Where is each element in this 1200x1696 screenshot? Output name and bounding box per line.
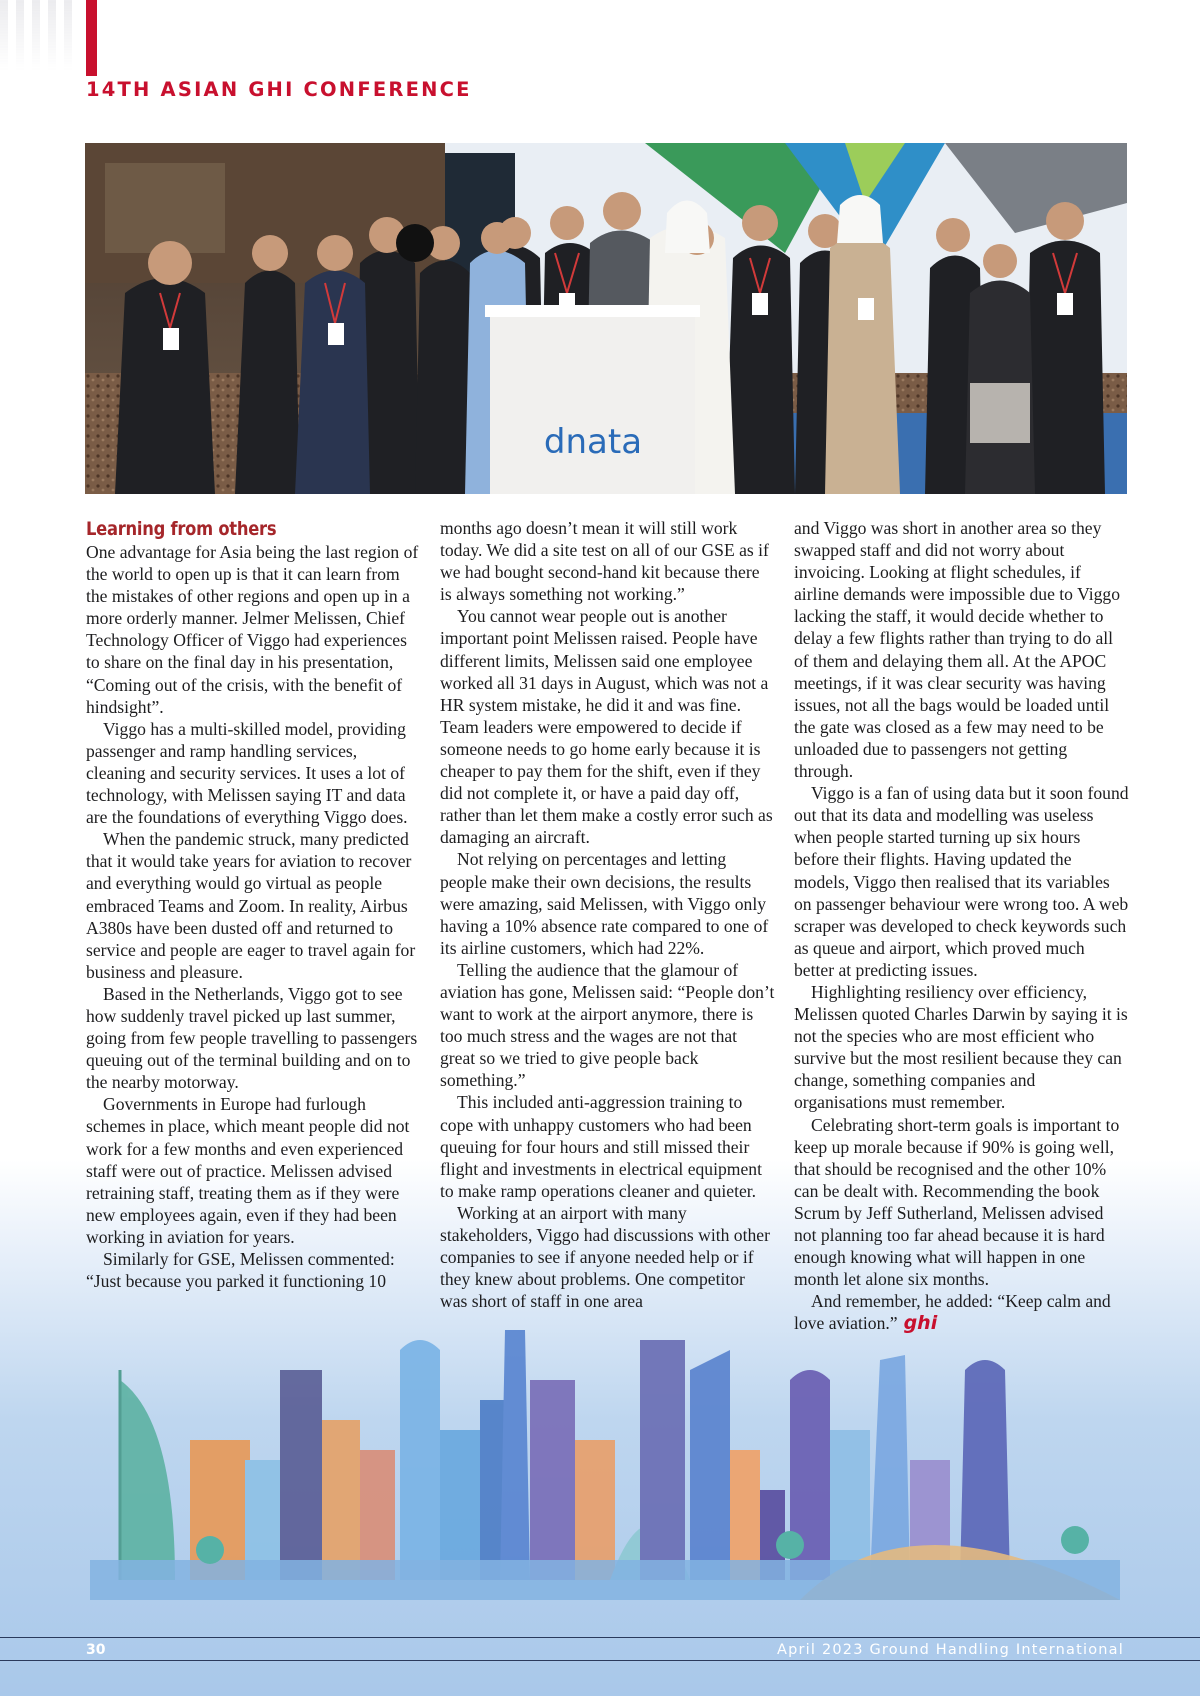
footer-rule-bottom bbox=[0, 1660, 1200, 1661]
paragraph: This included anti-aggression training to cope with unhappy customers who had been queuing for four hours and still missed their flight and investments in electrical equipment to make ramp operations cleaner and quieter. bbox=[440, 1092, 762, 1201]
paragraph: Working at an airport with many stakeholders, Viggo had discussions with other companies to see if anyone needed help or if they knew about problems. One competitor was short of staff in one area bbox=[440, 1202, 770, 1312]
city-skyline-illustration bbox=[0, 1310, 1200, 1610]
article-subheading: Learning from others bbox=[86, 518, 277, 540]
page-number: 30 bbox=[86, 1642, 106, 1658]
paragraph: and Viggo was short in another area so they swapped staff and did not worry about invoicing. Looking at flight schedules, if airline demands were impossible due to Viggo lacking the staff, it would decide whether to delay a few flights rather than trying to do all of them and delaying them all. At the APOC meetings, if it was clear security was having issues, not all the bags would be loaded until the gate was closed as a few may need to be unloaded due to passengers not getting through. bbox=[794, 518, 1120, 782]
paragraph: You cannot wear people out is another important point Melissen raised. People have different limits, Melissen said one employee worked all 31 days in August, which was not a HR system mistake, he did it and was fine. Team leaders were empowered to decide if someone needs to go home early because it is cheaper to pay them for the shift, even if they did not complete it, or have a paid day off, rather than let them make a costly error such as damaging an aircraft. bbox=[440, 606, 773, 848]
article-column-3 bbox=[794, 517, 1129, 1334]
paragraph: Similarly for GSE, Melissen commented: “Just because you parked it functioning 10 bbox=[86, 1249, 395, 1292]
paragraph: Viggo has a multi-skilled model, providing passenger and ramp handling services, cleaning and security services. It uses a lot of technology, with Melissen saying IT and data are the foundations of everything Viggo does. bbox=[86, 718, 408, 828]
paragraph-text: And remember, he added: “Keep calm and love aviation.” bbox=[794, 1291, 1111, 1334]
article-column-2 bbox=[440, 517, 775, 1312]
closing-paragraph bbox=[794, 1290, 1129, 1334]
paragraph: Not relying on percentages and letting people make their own decisions, the results were amazing, said Melissen, with Viggo only having a 10% absence rate compared to one of its airline customers, which had 22%. bbox=[440, 849, 769, 958]
paragraph: Telling the audience that the glamour of aviation has gone, Melissen said: “People don’t want to work at the airport anymore, there is too much stress and the wages are not that great so we tried to give people back something.” bbox=[440, 959, 775, 1091]
section-title: 14TH ASIAN GHI CONFERENCE bbox=[86, 78, 472, 101]
paragraph: One advantage for Asia being the last region of the world to open up is that it can learn from the mistakes of other regions and open up in a more orderly manner. Jelmer Melissen, Chief Technology Officer of Viggo had experiences to share on the final day in his presentation, “Coming out of the crisis, with the benefit of hindsight”. bbox=[86, 542, 419, 717]
accent-bar bbox=[86, 0, 97, 76]
paragraph: Governments in Europe had furlough schemes in place, which meant people did not work for a few months and even experienced staff were out of practice. Melissen advised retraining staff, treating them as if they were new employees again, even if they had been working in aviation for years. bbox=[86, 1094, 410, 1247]
paragraph: Viggo is a fan of using data but it soon found out that its data and modelling was useless when people started turning up six hours before their flights. Having updated the models, Viggo then realised that its variables on passenger behaviour were wrong too. A web scraper was developed to check keywords such as queue and airport, which proved much better at predicting issues. bbox=[794, 783, 1129, 980]
publication-credit: April 2023 Ground Handling International bbox=[777, 1642, 1124, 1658]
ghi-end-mark: ghi bbox=[903, 1312, 938, 1335]
paragraph: months ago doesn’t mean it will still work today. We did a site test on all of our GSE as if we had bought second-hand kit because there is always something not working.” bbox=[440, 518, 769, 605]
paragraph: Celebrating short-term goals is important to keep up morale because if 90% is going well, that should be recognised and the other 10% can be dealt with. Recommending the book Scrum by Jeff Sutherland, Melissen advised not planning too far ahead because it is hard enough knowing what will happen in one month let alone six months. bbox=[794, 1114, 1120, 1290]
paragraph: Based in the Netherlands, Viggo got to see how suddenly travel picked up last summer, going from few people travelling to passengers queuing out of the terminal building and on to the nearby motorway. bbox=[86, 983, 418, 1093]
paragraph: Highlighting resiliency over efficiency, Melissen quoted Charles Darwin by saying it is not the species who are most efficient who survive but the most resilient because they can change, something companies and organisations must remember. bbox=[794, 981, 1128, 1113]
podium-logo: dnata bbox=[543, 422, 643, 462]
group-photo bbox=[85, 143, 1127, 494]
footer-rule-top bbox=[0, 1637, 1200, 1638]
paragraph: When the pandemic struck, many predicted that it would take years for aviation to recover and everything would go virtual as people embraced Teams and Zoom. In reality, Airbus A380s have been dusted off and returned to service and people are eager to travel again for business and pleasure. bbox=[86, 829, 416, 982]
corner-stripes-decoration bbox=[0, 0, 80, 70]
article-column-1 bbox=[86, 517, 421, 1292]
